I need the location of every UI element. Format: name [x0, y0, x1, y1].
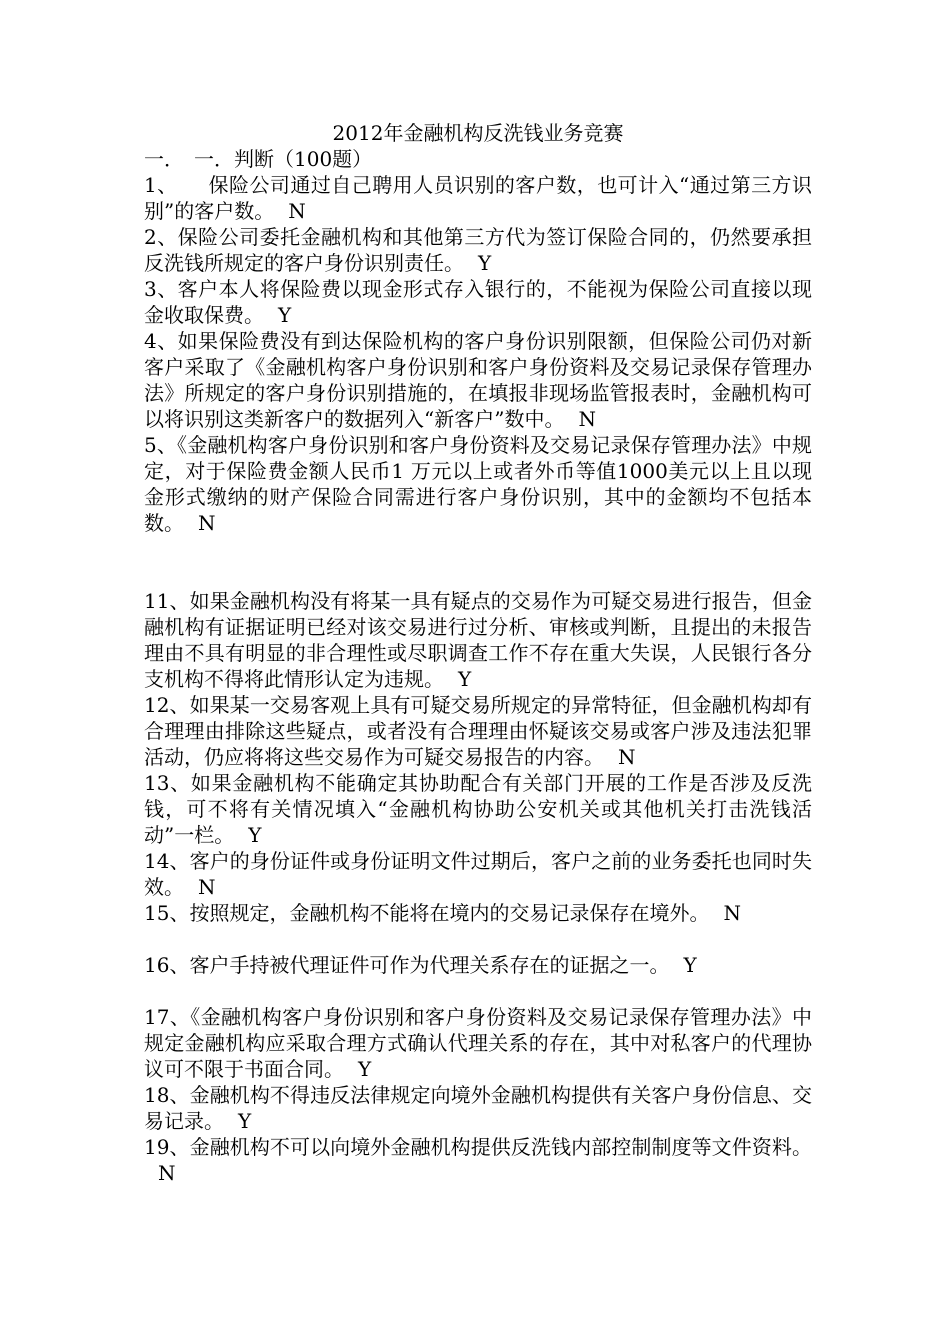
question-16	[144, 952, 812, 978]
question-2	[144, 224, 812, 276]
document-title: 2012年金融机构反洗钱业务竞赛	[332, 121, 624, 145]
question-answer: Y	[458, 667, 472, 691]
question-text: 17、《金融机构客户身份识别和客户身份资料及交易记录保存管理办法》中规定金融机构应采取合理方式确认代理关系的存在，其中对私客户的代理协议可不限于书面合同。	[144, 1005, 812, 1081]
question-1	[144, 172, 812, 224]
question-answer: N	[288, 199, 306, 223]
question-text: 16、客户手持被代理证件可作为代理关系存在的证据之一。	[144, 953, 670, 977]
question-17	[144, 1004, 812, 1082]
question-answer: Y	[238, 1109, 252, 1133]
question-answer: N	[198, 511, 216, 535]
question-text: 19、金融机构不可以向境外金融机构提供反洗钱内部控制制度等文件资料。	[144, 1135, 812, 1159]
question-answer: Y	[358, 1057, 372, 1081]
question-3	[144, 276, 812, 328]
question-5	[144, 432, 812, 536]
question-answer: N	[198, 875, 216, 899]
blank-gap	[144, 926, 812, 952]
question-answer: N	[578, 407, 596, 431]
question-text: 18、金融机构不得违反法律规定向境外金融机构提供有关客户身份信息、交易记录。	[144, 1083, 812, 1133]
question-text: 3、客户本人将保险费以现金形式存入银行的，不能视为保险公司直接以现金收取保费。	[144, 277, 812, 327]
question-text: 14、客户的身份证件或身份证明文件过期后，客户之前的业务委托也同时失效。	[144, 849, 812, 899]
question-4	[144, 328, 812, 432]
question-18	[144, 1082, 812, 1134]
blank-gap	[144, 978, 812, 1004]
question-text: 2、保险公司委托金融机构和其他第三方代为签订保险合同的，仍然要承担反洗钱所规定的客户身份识别责任。	[144, 225, 812, 275]
blank-gap	[144, 536, 812, 588]
question-answer: N	[618, 745, 636, 769]
section-heading: 一． 一．判断（100题）	[144, 147, 373, 171]
question-19	[144, 1134, 812, 1186]
question-answer: Y	[478, 251, 492, 275]
document-page	[144, 120, 812, 1186]
question-12	[144, 692, 812, 770]
question-text: 13、如果金融机构不能确定其协助配合有关部门开展的工作是否涉及反洗钱，可不将有关情况填入“金融机构协助公安机关或其他机关打击洗钱活动”一栏。	[144, 771, 812, 847]
question-answer: Y	[683, 953, 697, 977]
question-text: 12、如果某一交易客观上具有可疑交易所规定的异常特征，但金融机构却有合理理由排除这些疑点，或者没有合理理由怀疑该交易或客户涉及违法犯罪活动，仍应将将这些交易作为可疑交易报告的内容。	[144, 693, 812, 769]
question-text: 4、如果保险费没有到达保险机构的客户身份识别限额，但保险公司仍对新客户采取了《金融机构客户身份识别和客户身份资料及交易记录保存管理办法》所规定的客户身份识别措施的，在填报非现场监管报表时，金融机构可以将识别这类新客户的数据列入“新客户”数中。	[144, 329, 812, 431]
question-13	[144, 770, 812, 848]
question-answer: N	[723, 901, 741, 925]
question-text: 15、按照规定，金融机构不能将在境内的交易记录保存在境外。	[144, 901, 710, 925]
question-answer: N	[158, 1161, 176, 1185]
question-answer: Y	[248, 823, 262, 847]
question-text: 1、 保险公司通过自己聘用人员识别的客户数，也可计入“通过第三方识别”的客户数。	[144, 173, 812, 223]
question-answer: Y	[278, 303, 292, 327]
question-14	[144, 848, 812, 900]
question-text: 5、《金融机构客户身份识别和客户身份资料及交易记录保存管理办法》中规定，对于保险费金额人民币1 万元以上或者外币等值1000美元以上且以现金形式缴纳的财产保险合同需进行客户身份识别，其中的金额均不包括本数。	[144, 433, 812, 535]
question-15	[144, 900, 812, 926]
question-11	[144, 588, 812, 692]
question-text: 11、如果金融机构没有将某一具有疑点的交易作为可疑交易进行报告，但金融机构有证据证明已经对该交易进行过分析、审核或判断，且提出的未报告理由不具有明显的非合理性或尽职调查工作不存在重大失误，人民银行各分支机构不得将此情形认定为违规。	[144, 589, 812, 691]
